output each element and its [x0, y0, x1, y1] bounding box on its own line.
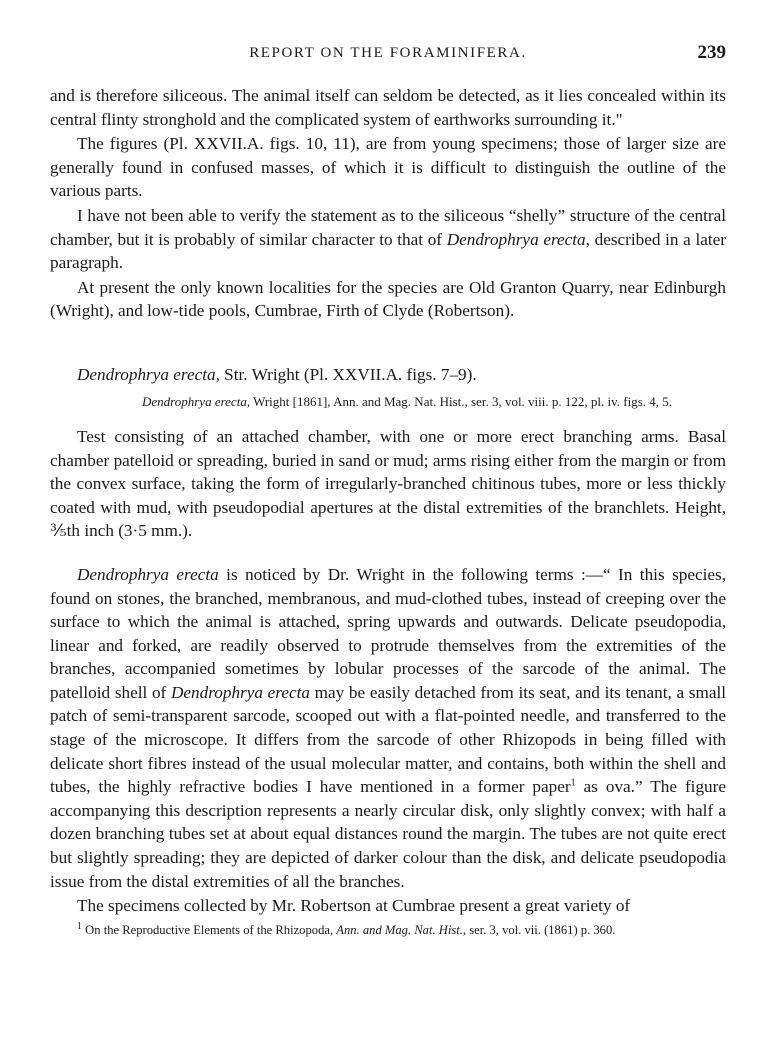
- footnote-mark: 1: [77, 920, 82, 932]
- reference-species: Dendrophrya erecta,: [142, 393, 251, 409]
- species-name-italic: Dendrophrya erecta,: [446, 229, 590, 249]
- body-text: [50, 84, 726, 939]
- paragraph-localities: At present the only known localities for the species are Old Granton Quarry, near Edinburgh (Wright), and low-tide pools, Cumbrae, Firth of Clyde (Robertson).: [50, 277, 726, 321]
- paragraph-specimens: The specimens collected by Mr. Robertson at Cumbrae present a great variety of: [77, 896, 631, 916]
- footnote-journal: Ann. and Mag. Nat. Hist.: [336, 922, 463, 937]
- footnote-text: , ser. 3, vol. vii. (1861) p. 360.: [462, 922, 616, 937]
- page-number: 239: [697, 42, 726, 63]
- bibliographic-reference: [142, 392, 726, 411]
- footnote-text: On the Reproductive Elements of the Rhizopoda,: [82, 922, 337, 937]
- running-title: REPORT ON THE FORAMINIFERA.: [249, 45, 527, 61]
- species-name-italic: Dendrophrya erecta: [77, 564, 219, 584]
- reference-text: Wright [1861], Ann. and Mag. Nat. Hist., ser. 3, vol. viii. p. 122, pl. iv. figs. 4, 5.: [250, 393, 673, 409]
- text-run: is noticed by Dr. Wright in the following terms :—“ In this species, found on stones, the branched, membranous, and mud-clothed tubes, instead of creeping over the surface to which the animal is attached, spring upwards and outwards. Delicate pseudopodia, linear and forked, are readily observed to protrude themselves from the extremities of the branches, accompanied sometimes by lobular processes of the sarcode of the animal. The patelloid shell of: [50, 564, 727, 702]
- paragraph-figures: The figures (Pl. XXVII.A. figs. 10, 11), are from young specimens; those of larger size are generally found in confused masses, of which it is difficult to distinguish the outline of the various parts.: [50, 134, 726, 201]
- text-run: may be easily detached from its seat, and its tenant, a small patch of semi-transparent sarcode, scooped out with a flat-pointed needle, and transferred to the stage of the microscope. It differs from the sarcode of other Rhizopods in being filled with delicate short fibres instead of the usual molecular matter, and contains, both within the shell and tubes, the highly refractive bodies I have mentioned in a former paper: [50, 682, 727, 797]
- paragraph-siliceous: [50, 204, 726, 275]
- species-heading: [50, 363, 726, 386]
- footnote: [77, 922, 726, 939]
- running-header: [50, 42, 726, 66]
- paragraph-discussion: [50, 563, 726, 893]
- species-heading-name: Dendrophrya erecta,: [77, 364, 220, 384]
- species-heading-rest: Str. Wright (Pl. XXVII.A. figs. 7–9).: [219, 364, 477, 384]
- paragraph-description: Test consisting of an attached chamber, with one or more erect branching arms. Basal chamber patelloid or spreading, buried in sand or mud; arms rising either from the margin or from the convex surface, taking the form of irregularly-branched chitinous tubes, more or less thickly coated with mud, with pseudopodial apertures at the distal extremities of the branchlets. Height, ⅗th inch (3·5 mm.).: [50, 426, 726, 541]
- text-run: described in a later paragraph.: [50, 229, 726, 273]
- species-name-italic: Dendrophrya erecta: [170, 682, 310, 702]
- text-run: I have not been able to verify the statement as to the siliceous “shelly” structure of the central chamber, but it is probably of similar character to that of: [50, 205, 726, 249]
- text-run: as ova.” The figure accompanying this description represents a nearly circular disk, only slightly convex; with half a dozen branching tubes set at about equal distances round the margin. The tubes are not quite erect but slightly spreading; they are depicted of darker colour than the disk, and delicate pseudopodia issue from the distal extremities of all the branches.: [50, 777, 726, 891]
- footnote-ref: 1: [570, 777, 576, 789]
- paragraph-continuation: and is therefore siliceous. The animal itself can seldom be detected, as it lies concealed within its central flinty stronghold and the complicated system of earthworks surrounding it.": [50, 86, 726, 129]
